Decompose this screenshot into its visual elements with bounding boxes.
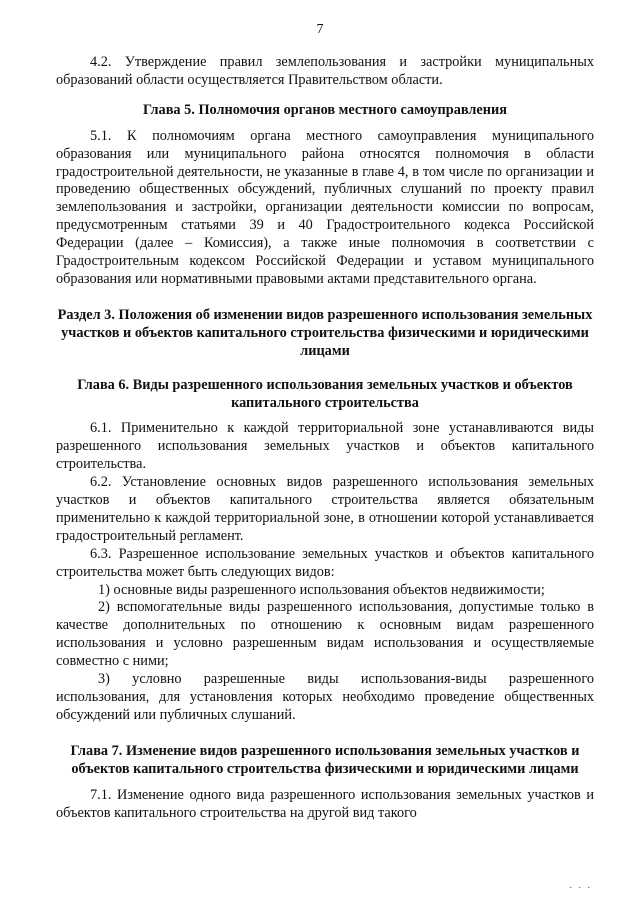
paragraph-4-2: 4.2. Утверждение правил землепользования и застройки муниципальных образований области осуществляется Правительством области. xyxy=(56,54,594,88)
list-item-2: 2) вспомогательные виды разрешенного использования, допустимые только в качестве дополнительных по отношению к основным видам разрешенного использования и условно разрешенным видам использования и осуществляемые совместно с ними; xyxy=(56,599,594,670)
paragraph-6-3: 6.3. Разрешенное использование земельных участков и объектов капитального строительства может быть следующих видов: xyxy=(56,545,594,580)
list-item-3: 3) условно разрешенные виды использования-виды разрешенного использования, для установления которых необходимо проведение общественных обсуждений или публичных слушаний. xyxy=(56,671,594,723)
document-body xyxy=(56,54,594,822)
page-number: 7 xyxy=(316,22,324,37)
section-3-heading: Раздел 3. Положения об изменении видов разрешенного использования земельных участков и объектов капитального строительства физическими и юридическими лицами xyxy=(57,306,593,359)
chapter-5-heading: Глава 5. Полномочия органов местного самоуправления xyxy=(143,101,507,118)
chapter-7-heading: Глава 7. Изменение видов разрешенного использования земельных участков и объектов капитального строительства физическими и юридическими лицами xyxy=(70,742,580,777)
paragraph-6-1: 6.1. Применительно к каждой территориальной зоне устанавливаются виды разрешенного использования земельных участков и объектов капитального строительства. xyxy=(56,420,594,473)
chapter-6-heading: Глава 6. Виды разрешенного использования земельных участков и объектов капитального строительства xyxy=(77,376,573,411)
list-item-1: 1) основные виды разрешенного использования объектов недвижимости; xyxy=(98,581,545,598)
paragraph-6-2: 6.2. Установление основных видов разрешенного использования земельных участков и объектов капитального строительства является обязательным применительно к каждой территориальной зоне, в отношении которой устанавливается градостроительный регламент. xyxy=(56,474,594,544)
scan-marks: . . . xyxy=(569,880,592,891)
paragraph-7-1: 7.1. Изменение одного вида разрешенного использования земельных участков и объектов капитального строительства на другой вид такого xyxy=(56,786,594,821)
paragraph-5-1: 5.1. К полномочиям органа местного самоуправления муниципального образования или муниципального района относятся полномочия в области градостроительной деятельности, не указанные в главе 4, в том числе по организации и проведению общественных обсуждений, публичных слушаний по проекту правил землепользования и застройки, организации деятельности комиссии по вопросам, предусмотренным статьями 39 и 40 Градостроительного кодекса Российской Федерации (далее – Комиссия), а также иные полномочия в соответствии с Градостроительным кодексом Российской Федерации и уставом муниципального образования или нормативными правовыми актами представительного органа. xyxy=(56,127,594,287)
